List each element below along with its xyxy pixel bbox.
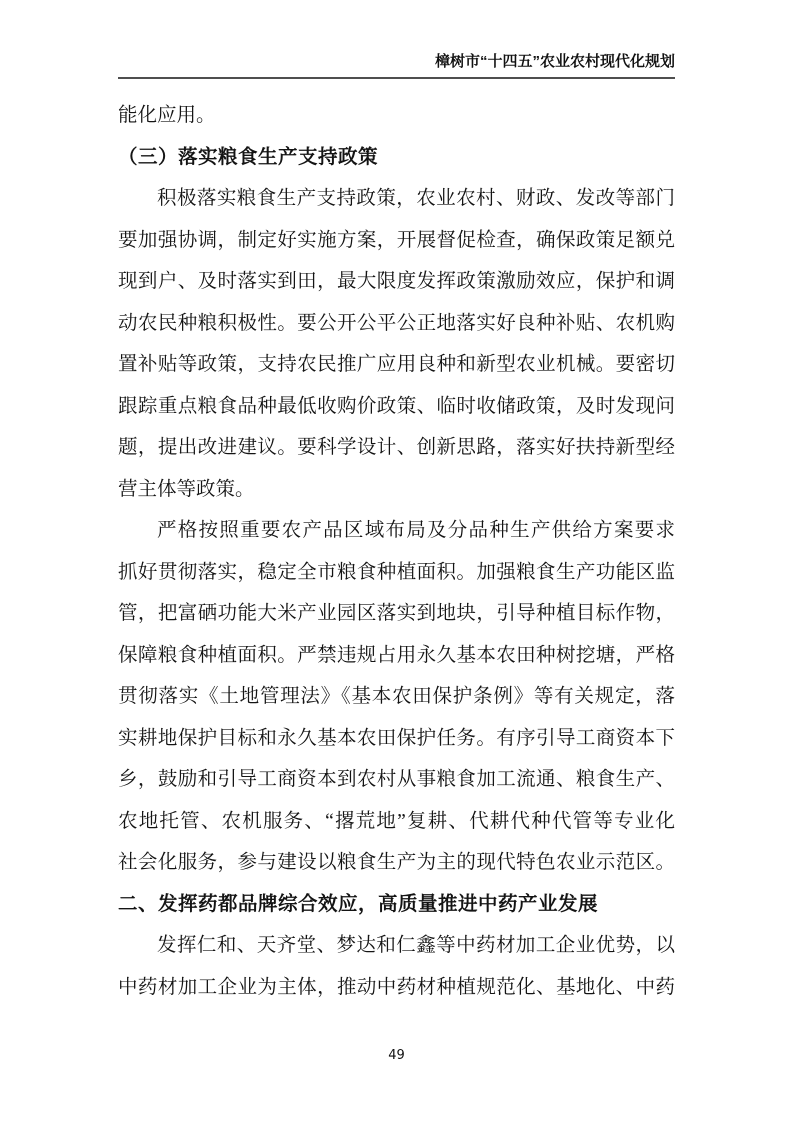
page-header-title: 樟树市“十四五”农业农村现代化规划 bbox=[434, 53, 675, 70]
paragraph-line: 贯彻落实《土地管理法》《基本农田保护条例》等有关规定，落 bbox=[118, 686, 675, 707]
page-number: 49 bbox=[388, 1048, 405, 1063]
paragraph-line: 跟踪重点粮食品种最低收购价政策、临时收储政策，及时发现问 bbox=[118, 395, 675, 417]
paragraph-line: 动农民种粮积极性。要公开公平公正地落实好良种补贴、农机购 bbox=[118, 312, 675, 334]
paragraph-line: 抓好贯彻落实，稳定全市粮食种植面积。加强粮食生产功能区监 bbox=[118, 561, 675, 583]
header-rule bbox=[118, 77, 675, 79]
paragraph-line: 营主体等政策。 bbox=[118, 478, 255, 500]
paragraph-line: 实耕地保护目标和永久基本农田保护任务。有序引导工商资本下 bbox=[118, 727, 675, 749]
page-footer bbox=[0, 1048, 793, 1063]
paragraph-line: 中药材加工企业为主体，推动中药材种植规范化、基地化、中药 bbox=[118, 976, 675, 998]
paragraph-line: 能化应用。 bbox=[118, 105, 216, 126]
section-heading: （三）落实粮食生产支持政策 bbox=[118, 146, 379, 168]
document-body bbox=[118, 95, 675, 1008]
paragraph-line: 管，把富硒功能大米产业园区落实到地块，引导种植目标作物， bbox=[118, 603, 675, 624]
paragraph-line: 社会化服务，参与建设以粮食生产为主的现代特色农业示范区。 bbox=[118, 852, 675, 873]
paragraph-line: 严格按照重要农产品区域布局及分品种生产供给方案要求 bbox=[157, 520, 675, 541]
paragraph-line: 置补贴等政策，支持农民推广应用良种和新型农业机械。要密切 bbox=[118, 354, 675, 375]
page-header bbox=[118, 52, 675, 72]
paragraph-line: 发挥仁和、天齐堂、梦达和仁鑫等中药材加工企业优势，以 bbox=[157, 935, 675, 956]
paragraph-line: 要加强协调，制定好实施方案，开展督促检查，确保政策足额兑 bbox=[118, 229, 675, 251]
paragraph-line: 农地托管、农机服务、“撂荒地”复耕、代耕代种代管等专业化 bbox=[118, 810, 675, 832]
paragraph-line: 题，提出改进建议。要科学设计、创新思路，落实好扶持新型经 bbox=[118, 437, 675, 458]
paragraph-line: 积极落实粮食生产支持政策，农业农村、财政、发改等部门 bbox=[157, 188, 675, 209]
content-column bbox=[118, 52, 675, 1008]
paragraph-line: 乡，鼓励和引导工商资本到农村从事粮食加工流通、粮食生产、 bbox=[118, 769, 675, 790]
paragraph-line: 现到户、及时落实到田，最大限度发挥政策激励效应，保护和调 bbox=[118, 271, 675, 292]
paragraph-line: 保障粮食种植面积。严禁违规占用永久基本农田种树挖塘，严格 bbox=[118, 644, 675, 666]
section-heading: 二、发挥药都品牌综合效应，高质量推进中药产业发展 bbox=[118, 893, 599, 915]
